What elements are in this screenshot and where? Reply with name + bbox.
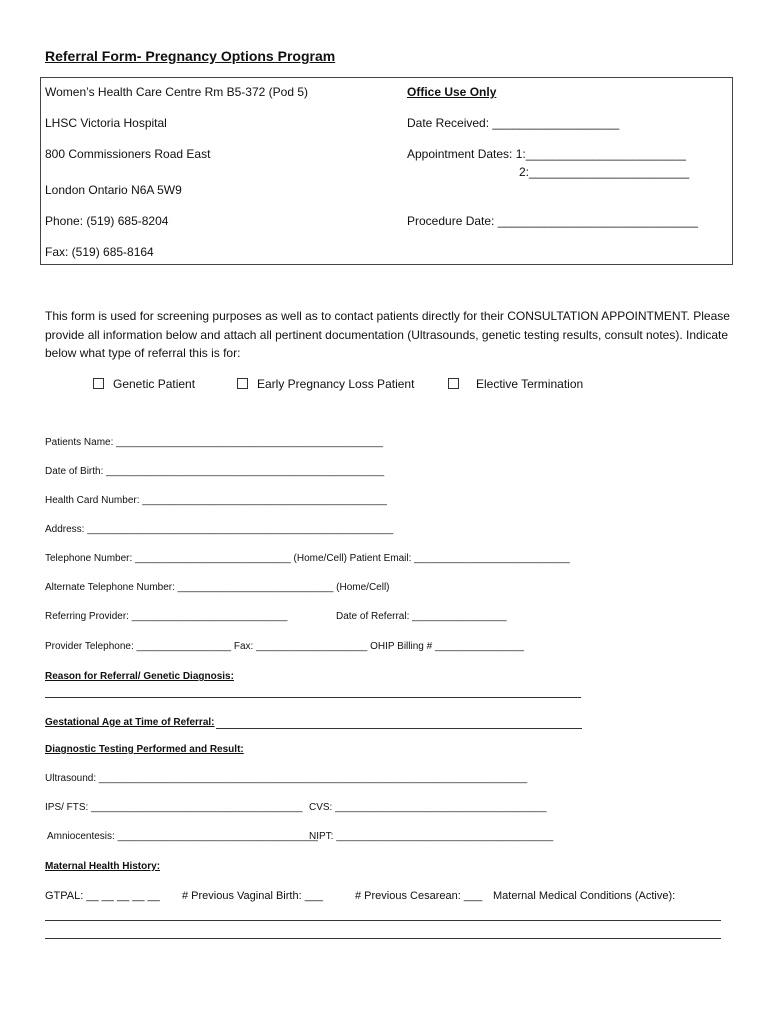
gestational-section-heading: Gestational Age at Time of Referral:: [45, 717, 215, 728]
nipt-field[interactable]: NIPT: _______________________________________: [309, 831, 554, 842]
gtpal-field[interactable]: GTPAL: __ __ __ __ __: [45, 890, 160, 902]
form-title: Referral Form- Pregnancy Options Program: [45, 48, 336, 64]
referral-type-elective[interactable]: [448, 377, 583, 391]
maternal-answer-line-1[interactable]: [45, 920, 721, 921]
checkbox-icon[interactable]: [237, 378, 248, 389]
ips-fts-field[interactable]: IPS/ FTS: ______________________________________: [45, 802, 303, 813]
address-line-3: 800 Commissioners Road East: [45, 147, 211, 161]
diagnostic-section-heading: Diagnostic Testing Performed and Result:: [45, 744, 244, 755]
appointment-date-2-field[interactable]: 2:________________________: [519, 165, 690, 179]
date-received-field[interactable]: Date Received: ___________________: [407, 116, 620, 130]
ultrasound-field[interactable]: Ultrasound: _____________________________________________________________________________: [45, 773, 528, 784]
patients-name-field[interactable]: Patients Name: ________________________________________________: [45, 437, 384, 448]
referral-type-genetic-label: Genetic Patient: [113, 377, 196, 391]
maternal-answer-line-2[interactable]: [45, 938, 721, 939]
maternal-section-heading: Maternal Health History:: [45, 861, 161, 872]
checkbox-icon[interactable]: [448, 378, 459, 389]
checkbox-icon[interactable]: [93, 378, 104, 389]
referral-type-genetic[interactable]: [93, 377, 195, 391]
procedure-date-field[interactable]: Procedure Date: ______________________________: [407, 214, 698, 228]
alternate-telephone-field[interactable]: Alternate Telephone Number: ____________________________ (Home/Cell): [45, 582, 390, 593]
referring-provider-field[interactable]: Referring Provider: ____________________________: [45, 611, 288, 622]
address-phone: Phone: (519) 685-8204: [45, 214, 169, 228]
date-of-referral-field[interactable]: Date of Referral: _________________: [336, 611, 507, 622]
address-fax: Fax: (519) 685-8164: [45, 245, 154, 259]
cvs-field[interactable]: CVS: ______________________________________: [309, 802, 547, 813]
health-card-field[interactable]: Health Card Number: ____________________________________________: [45, 495, 387, 506]
maternal-conditions-label: Maternal Medical Conditions (Active):: [493, 890, 676, 902]
provider-telephone-field[interactable]: Provider Telephone: _________________ Fax: ____________________ OHIP Billing # ________________: [45, 641, 524, 652]
intro-paragraph: This form is used for screening purposes as well as to contact patients directly for their CONSULTATION APPOINTMENT. Please provide all information below and attach all pertinent documentation (Ultrasounds, genetic testing results, consult notes). Indicate below what type of referral this is for:: [45, 309, 730, 360]
telephone-email-field[interactable]: Telephone Number: ____________________________ (Home/Cell) Patient Email: ____________________________: [45, 553, 570, 564]
reason-answer-line[interactable]: [45, 697, 581, 698]
address-line-2: LHSC Victoria Hospital: [45, 116, 167, 130]
previous-cesarean-field[interactable]: # Previous Cesarean: ___: [355, 890, 483, 902]
referral-type-elective-label: Elective Termination: [476, 377, 584, 391]
date-of-birth-field[interactable]: Date of Birth: __________________________________________________: [45, 466, 385, 477]
address-line-1: Women’s Health Care Centre Rm B5-372 (Pod 5): [45, 85, 309, 99]
appointment-date-1-field[interactable]: Appointment Dates: 1:________________________: [407, 147, 686, 161]
gestational-answer-line[interactable]: [216, 728, 582, 729]
amniocentesis-field[interactable]: Amniocentesis: ____________________________________: [47, 831, 318, 842]
address-field[interactable]: Address: _______________________________________________________: [45, 524, 394, 535]
address-line-4: London Ontario N6A 5W9: [45, 183, 182, 197]
referral-type-early-loss-label: Early Pregnancy Loss Patient: [257, 377, 415, 391]
office-use-heading: Office Use Only: [407, 85, 497, 99]
reason-section-heading: Reason for Referral/ Genetic Diagnosis:: [45, 671, 234, 682]
referral-type-early-loss[interactable]: [237, 377, 414, 391]
previous-vaginal-birth-field[interactable]: # Previous Vaginal Birth: ___: [182, 890, 324, 902]
